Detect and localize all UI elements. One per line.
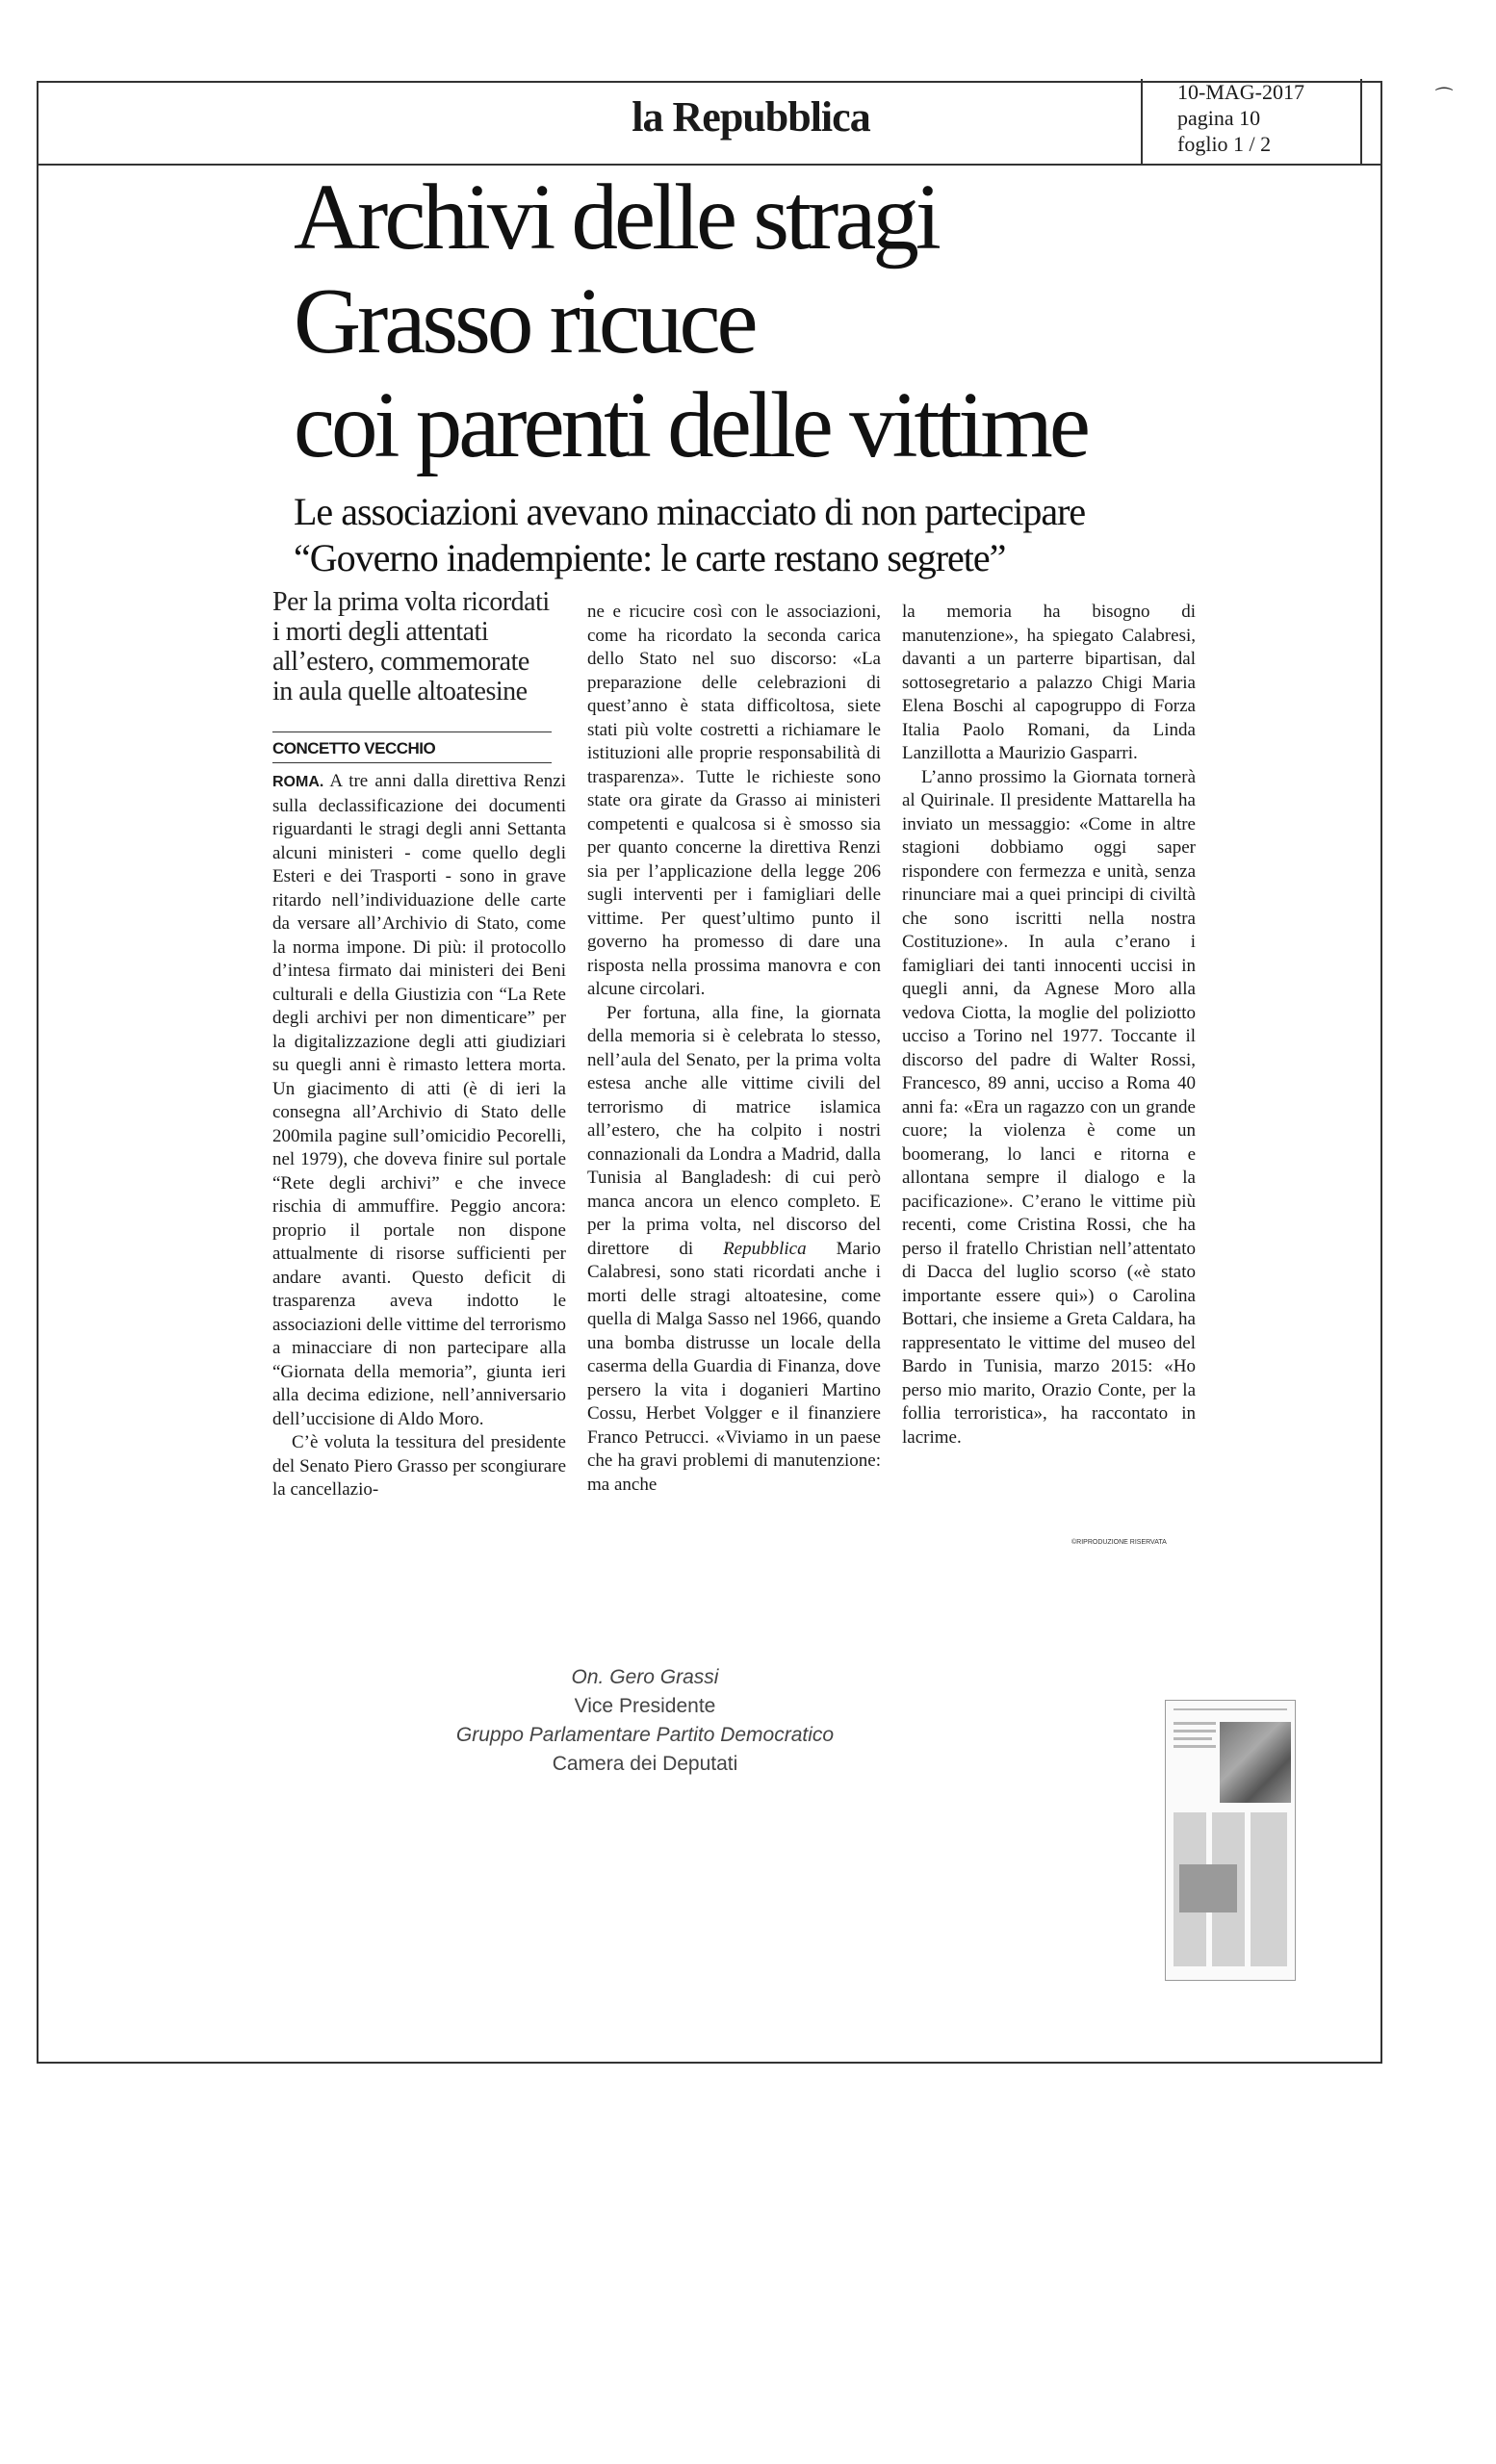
reproduction-notice: ©RIPRODUZIONE RISERVATA [1071,1539,1167,1546]
paragraph-text: Mario Calabresi, sono stati ricordati anche i morti delle stragi altoatesine, come quella di Malga Sasso nel 1966, quando una bomba distrusse un locale della caserma della Guardia di Finanza, dove persero la vita i doganieri Martino Cossu, Herbet Volgger e il finanziere Franco Petrucci. «Viviamo in un paese che ha gravi problemi di manutenzione: ma anche [587,1238,882,1495]
paragraph [587,1002,881,1498]
article-column-2 [587,601,881,1497]
byline: CONCETTO VECCHIO [272,739,436,757]
paragraph: C’è voluta la tessitura del presidente del Senato Piero Grasso per scongiurare la cancellazio- [272,1432,566,1500]
stamp-name: On. Gero Grassi [571,1666,719,1688]
headline-line: Grasso ricuce [294,270,755,372]
thumb-text-line [1174,1730,1216,1732]
clipping-date: 10-MAG-2017 [1177,80,1304,104]
subheadline-line: “Governo inadempiente: le carte restano segrete” [294,536,1006,579]
clipping-page: pagina 10 [1177,106,1261,130]
paragraph: L’anno prossimo la Giornata tornerà al Quirinale. Il presidente Mattarella ha inviato un messaggio: «Come in altre stagioni dobbiamo oggi saper rispondere con fermezza e unità, senza rinunciare mai a quei principi di civiltà che sono iscritti nella nostra Costituzione». In aula c’erano i famigliari dei tanti innocenti uccisi in quegli anni, da Agnese Moro alla vedova Ciotta, la moglie del poliziotto ucciso a Torino nel 1977. Toccante il discorso del padre di Walter Rossi, Francesco, 89 anni, ucciso a Roma 40 anni fa: «Era un ragazzo con un grande cuore; la violenza è come un boomerang, lo lanci e ritorna e allontana sempre il dialogo e la pacificazione». C’erano le vittime più recenti, come Cristina Rossi, che ha perso il fratello Christian nell’attentato di Dacca del luglio scorso («è stato importante essere qui») o Carolina Bottari, che insieme a Greta Caldara, ha rappresentato le vittime del museo del Bardo in Tunisia, marzo 2015: «Ho perso mio marito, Orazio Conte, per la follia terroristica», ha raccontato in lacrime. [902,766,1196,1448]
thumb-text-line [1174,1745,1216,1748]
thumb-text-line [1174,1737,1212,1740]
masthead: la Repubblica [632,93,870,141]
signature-stamp [385,1663,905,1779]
paragraph: ne e ricucire così con le associazioni, come ha ricordato la seconda carica dello Stato nel suo discorso: «La preparazione delle celebrazioni di quest’anno è stata difficoltosa, siete stati più volte costretti a richiamare le istituzioni alle proprie responsabilità di trasparenza». Tutte le richieste sono state ora girate da Grasso ai ministeri competenti e qualcosa si è smosso sia per quanto concerne la direttiva Renzi sia per l’applicazione della legge 206 sugli interventi per i famigliari delle vittime. Per quest’ultimo punto il governo ha promesso di dare una risposta nella prossima manovra e con alcune circolari. [587,602,881,999]
kicker-line: i morti degli attentati [272,617,489,647]
kicker-line: in aula quelle altoatesine [272,677,528,706]
paragraph-text: A tre anni dalla direttiva Renzi sulla declassificazione dei documenti riguardanti le stragi degli anni Settanta alcuni ministeri - come quello degli Esteri e dei Trasporti - sono in grave ritardo nell’individuazione delle carte da versare all’Archivio di Stato, come la norma impone. Di più: il protocollo d’intesa firmato dai ministeri dei Beni culturali e della Giustizia con “La Rete degli archivi per non dimenticare” per la digitalizzazione degli atti giudiziari su quegli anni è rimasto lettera morta. Un giacimento di atti (è di ieri la consegna all’Archivio di Stato delle 200mila pagine sull’omicidio Pecorelli, nel 1979), che doveva finire sul portale “Rete degli archivi” e che invece rischia di ammuffire. Peggio ancora: proprio il portale non dispone attualmente di risorse sufficienti per andare avanti. Questo deficit di trasparenza aveva indotto le associazioni delle vittime del terrorismo a minacciare di non partecipare alla “Giornata della memoria”, giunta ieri alla decima edizione, nell’anniversario dell’uccisione di Aldo Moro. [272,771,566,1429]
dateline: ROMA. [272,774,324,790]
headline-line: coi parenti delle vittime [294,373,1087,476]
thumb-photo-small [1179,1864,1237,1912]
clipping-sheet: foglio 1 / 2 [1177,132,1272,156]
kicker [272,587,561,706]
headline-line: Archivi delle stragi [294,166,938,269]
corner-mark: ⁀ [1436,89,1453,110]
newspaper-name: Repubblica [723,1238,807,1259]
byline-rule [272,762,552,763]
article-column-3 [902,601,1196,1450]
kicker-line: all’estero, commemorate [272,647,529,677]
subheadline [294,489,1256,581]
stamp-group: Gruppo Parlamentare Partito Democratico [455,1724,835,1746]
thumb-text-line [1174,1722,1216,1725]
paragraph-text: Per fortuna, alla fine, la giornata della memoria si è celebrata lo stesso, nell’aula del Senato, per la prima volta estesa anche alle vittime civili del terrorismo di matrice islamica all’estero, che ha colpito i nostri connazionali da Londra a Madrid, dalla Tunisia al Bangladesh: di cui però manca ancora un elenco completo. E per la prima volta, nel discorso del direttore di [587,1002,881,1259]
page-thumbnail [1165,1700,1296,1981]
thumb-column [1251,1812,1287,1966]
subheadline-line: Le associazioni avevano minacciato di non partecipare [294,490,1086,533]
article-column-1 [272,770,566,1502]
paragraph: la memoria ha bisogno di manutenzione», ha spiegato Calabresi, davanti a un parterre bipartisan, dal sottosegretario a palazzo Chigi Maria Elena Boschi al capogruppo di Forza Italia Paolo Romani, da Linda Lanzillotta a Maurizio Gasparri. [902,602,1196,763]
clipping-meta [1141,79,1362,164]
thumb-photo [1220,1722,1291,1803]
stamp-chamber: Camera dei Deputati [552,1753,738,1775]
headline [294,166,1256,477]
kicker-line: Per la prima volta ricordati [272,587,550,617]
stamp-role: Vice Presidente [574,1695,716,1717]
paragraph [272,770,566,1431]
thumb-rule [1174,1708,1287,1710]
